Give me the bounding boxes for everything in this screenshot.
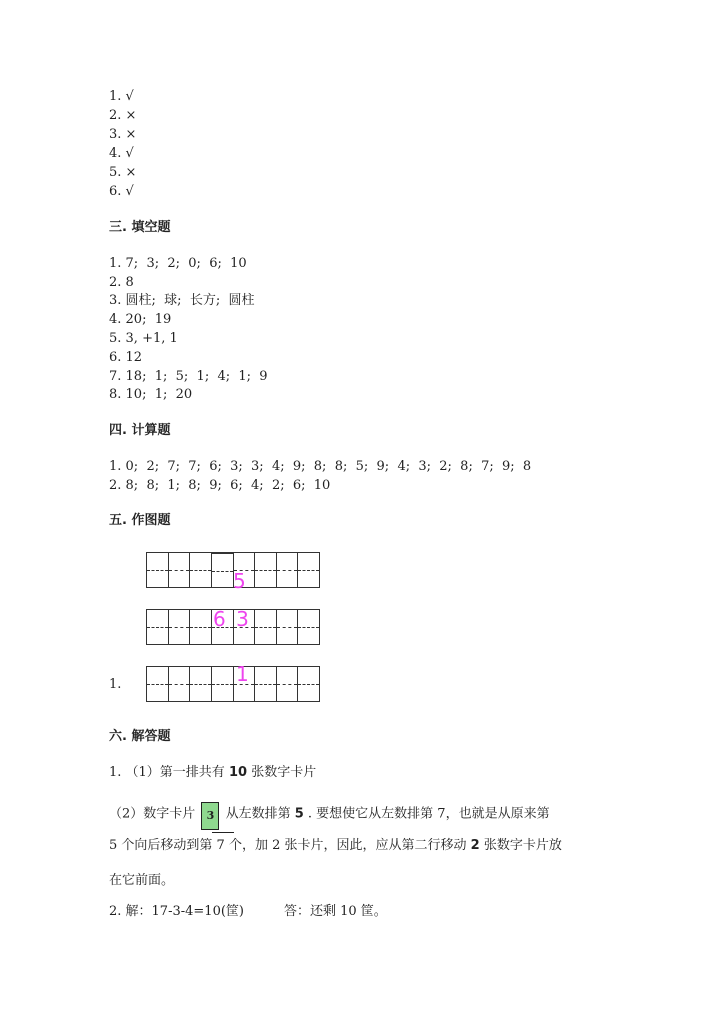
- fill-answer-5: 5. 3, +1, 1: [109, 331, 178, 346]
- answer-2-result: 答：还剩 10 筐。: [284, 904, 387, 919]
- fill-answer-2: 2. 8: [109, 275, 134, 290]
- judge-answer-2: 2. ×: [109, 108, 137, 123]
- drawing-label: 1.: [109, 677, 122, 692]
- writing-grid-row-3: [146, 662, 320, 702]
- fill-answer-6: 6. 12: [109, 350, 143, 365]
- calc-answer-2: 2. 8; 8; 1; 8; 9; 6; 4; 2; 6; 10: [109, 478, 331, 493]
- section-fill-blank-title: 三. 填空题: [109, 220, 171, 235]
- section-answer-title: 六. 解答题: [109, 729, 171, 744]
- fill-answer-3: 3. 圆柱; 球; 长方; 圆柱: [109, 293, 255, 308]
- move-count: 2: [470, 838, 480, 853]
- answer-2-solution: 2. 解：17-3-4=10(筐): [109, 904, 244, 919]
- section-drawing-title: 五. 作图题: [109, 513, 171, 528]
- digits-row-2: 6 3: [213, 607, 251, 631]
- number-card: 3: [201, 802, 219, 830]
- judge-answer-3: 3. ×: [109, 127, 137, 142]
- answer-1-line-3: 在它前面。: [109, 873, 175, 888]
- answer-1-line-2: 5 个向后移动到第 7 个，加 2 张卡片，因此，应从第二行移动 2 张数字卡片放: [109, 838, 562, 853]
- calc-answer-1: 1. 0; 2; 7; 7; 6; 3; 3; 4; 9; 8; 8; 5; 9; 4; 3; 2; 8; 7; 9; 8: [109, 459, 532, 474]
- judge-answer-4: 4. √: [109, 146, 134, 161]
- judge-answer-5: 5. ×: [109, 165, 137, 180]
- answer-1-part-2: （2）数字卡片 3 从左数排第 5 . 要想使它从左数排第 7，也就是从原来第: [109, 800, 550, 828]
- digit-row-1: 5: [233, 569, 246, 593]
- fill-answer-8: 8. 10; 1; 20: [109, 387, 193, 402]
- digit-row-3: 1: [236, 662, 249, 686]
- answer-1-count: 10: [228, 765, 248, 780]
- card-underline: [212, 832, 234, 833]
- section-calc-title: 四. 计算题: [109, 423, 171, 438]
- judge-answer-1: 1. √: [109, 89, 134, 104]
- fill-answer-4: 4. 20; 19: [109, 312, 172, 327]
- answer-1-part-1: 1. （1）第一排共有 10 张数字卡片: [109, 765, 317, 780]
- fill-answer-7: 7. 18; 1; 5; 1; 4; 1; 9: [109, 369, 268, 384]
- answer-position: 5: [294, 806, 304, 822]
- fill-answer-1: 1. 7; 3; 2; 0; 6; 10: [109, 256, 247, 271]
- judge-answer-6: 6. √: [109, 184, 134, 199]
